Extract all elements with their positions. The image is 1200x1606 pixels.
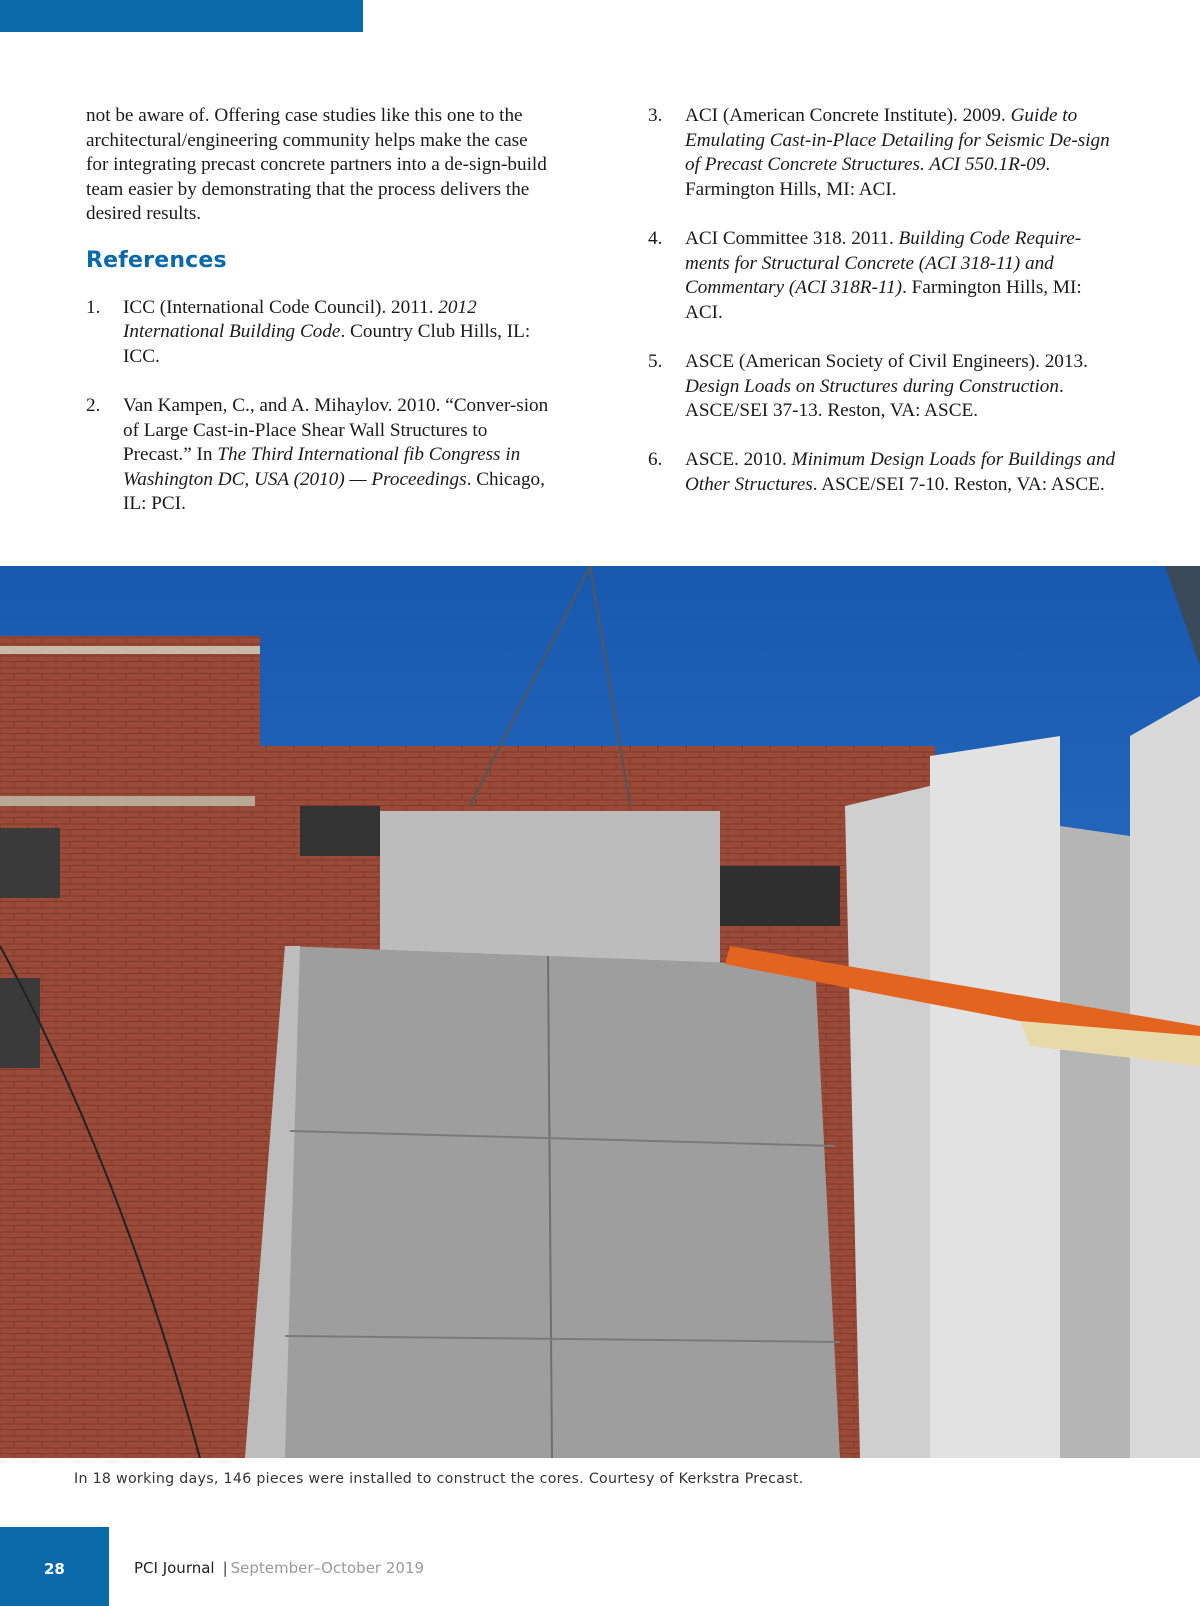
references-heading: References — [86, 247, 227, 273]
intro-paragraph: not be aware of. Offering case studies like this one to the architectural/engineering community helps make the case for integrating precast concrete partners into a de-sign-build team easier by demonstrating that the process delivers the desired results. — [86, 105, 547, 225]
top-accent-bar — [0, 0, 363, 32]
journal-name: PCI Journal — [134, 1559, 215, 1577]
references-list-right — [648, 104, 1118, 498]
footer — [134, 1559, 424, 1577]
right-column — [648, 104, 1118, 498]
photo-caption: In 18 working days, 146 pieces were installed to construct the cores. Courtesy of Kerkstra Precast. — [74, 1471, 804, 1487]
reference-number: 5. — [648, 350, 663, 372]
references-list-left — [86, 296, 552, 517]
reference-number: 1. — [86, 296, 101, 318]
page-number: 28 — [44, 1560, 65, 1578]
reference-number: 4. — [648, 227, 663, 249]
reference-item: 1. ICC (International Code Council). 2011. 2012 International Building Code. Country Club Hills, IL: ICC. — [86, 296, 531, 367]
reference-number: 2. — [86, 394, 101, 416]
footer-separator: | — [222, 1559, 228, 1577]
reference-item: 3. ACI (American Concrete Institute). 2009. Guide to Emulating Cast-in-Place Detailing for Seismic De-sign of Precast Concrete Structures. ACI 550.1R-09. Farmington Hills, MI: ACI. — [648, 105, 1110, 200]
reference-number: 3. — [648, 105, 663, 126]
construction-photo-illustration — [0, 566, 1200, 1458]
page-number-box — [0, 1527, 109, 1606]
reference-item: 4. ACI Committee 318. 2011. Building Code Require-ments for Structural Concrete (ACI 318-11) and Commentary (ACI 318R-11). Farmington Hills, MI: ACI. — [648, 227, 1082, 323]
construction-photo — [0, 566, 1200, 1458]
reference-number: 6. — [648, 449, 663, 471]
left-column — [86, 104, 552, 517]
issue-date: September–October 2019 — [230, 1559, 425, 1577]
reference-item: 6. ASCE. 2010. Minimum Design Loads for Buildings and Other Structures. ASCE/SEI 7-10. Reston, VA: ASCE. — [648, 449, 1116, 495]
reference-item: 2. Van Kampen, C., and A. Mihaylov. 2010. “Conver-sion of Large Cast-in-Place Shear Wall Structures to Precast.” In The Third International fib Congress in Washington DC, USA (2010) — Proceedings. Chicago, IL: PCI. — [86, 394, 549, 515]
reference-item: 5. ASCE (American Society of Civil Engineers). 2013. Design Loads on Structures during Construction. ASCE/SEI 37-13. Reston, VA: ASCE. — [648, 350, 1088, 422]
